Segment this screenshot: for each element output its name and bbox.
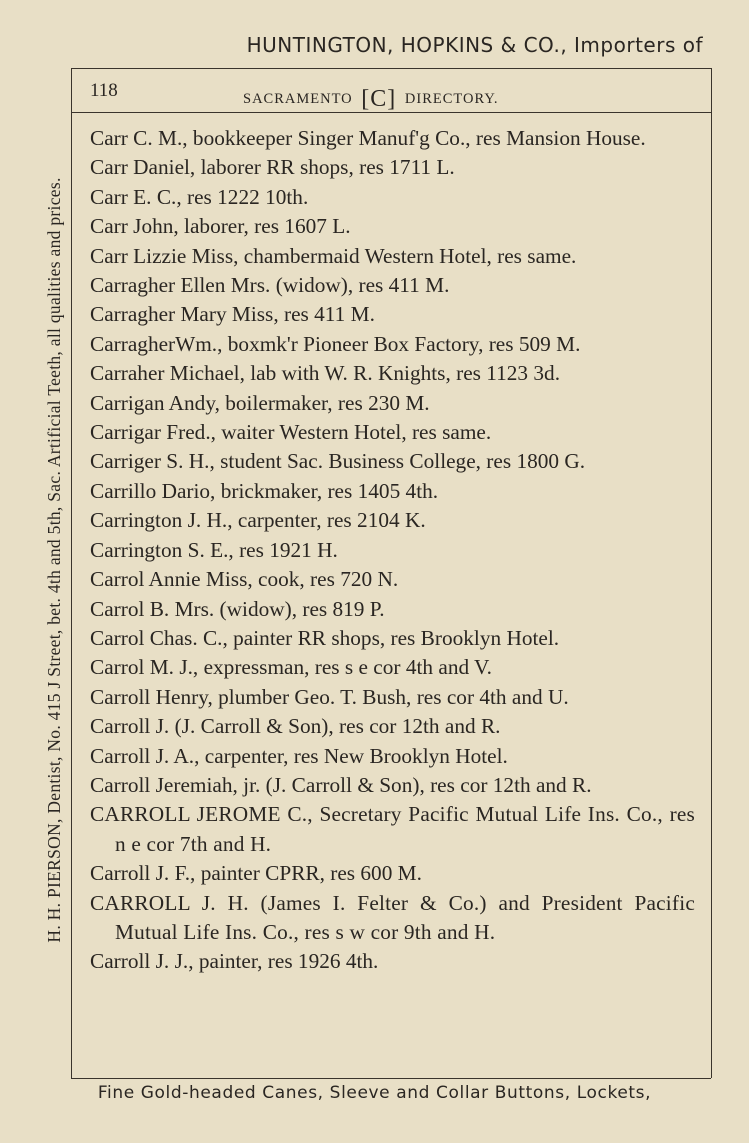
directory-entry: Carrington S. E., res 1921 H. [90, 537, 338, 562]
directory-entry: Carrol M. J., expressman, res s e cor 4th and V. [90, 655, 493, 680]
section-letter: [C] [361, 86, 397, 112]
directory-entry: Carr C. M., bookkeeper Singer Manuf'g Co., res Mansion House. [90, 126, 646, 150]
running-head [90, 78, 690, 112]
directory-entry: Carriger S. H., student Sac. Business College, res 1800 G. [90, 449, 586, 474]
directory-entry: Carr E. C., res 1222 10th. [90, 184, 309, 209]
directory-entry: Carrol Chas. C., painter RR shops, res Brooklyn Hotel. [90, 625, 560, 650]
directory-entry: Carrigar Fred., waiter Western Hotel, res same. [90, 420, 492, 445]
directory-entry: Carrillo Dario, brickmaker, res 1405 4th. [90, 478, 439, 503]
page-number: 118 [90, 80, 118, 101]
directory-entry: Carroll J. J., painter, res 1926 4th. [90, 949, 379, 974]
directory-entry: Carroll J. A., carpenter, res New Brooklyn Hotel. [90, 743, 508, 768]
directory-entry: Carrol Annie Miss, cook, res 720 N. [90, 567, 399, 592]
directory-entry: Carroll J. (J. Carroll & Son), res cor 12th and R. [90, 714, 501, 739]
directory-entry: Carr Daniel, laborer RR shops, res 1711 L. [90, 155, 455, 180]
directory-entry: Carragher Mary Miss, res 411 M. [90, 302, 375, 327]
running-head-right-word: DIRECTORY. [404, 91, 499, 107]
directory-entries [90, 124, 695, 977]
directory-entry: CARROLL J. H. (James I. Felter & Co.) and President Pacific Mutual Life Ins. Co., res s w cor 9th and H. [90, 890, 695, 944]
directory-entry: CARROLL JEROME C., Secretary Pacific Mutual Life Ins. Co., res n e cor 7th and H. [90, 802, 695, 856]
header-top-rule [71, 68, 711, 69]
directory-entry: CarragherWm., boxmk'r Pioneer Box Factory, res 509 M. [90, 331, 581, 356]
running-head-title [243, 83, 499, 110]
directory-entry: Carr Lizzie Miss, chambermaid Western Hotel, res same. [90, 243, 577, 268]
running-head-left-word: SACRAMENTO [243, 91, 353, 107]
directory-entry: Carraher Michael, lab with W. R. Knights, res 1123 3d. [90, 361, 561, 386]
footer-rule [71, 1078, 711, 1079]
directory-entry: Carrigan Andy, boilermaker, res 230 M. [90, 390, 430, 415]
directory-entry: Carroll J. F., painter CPRR, res 600 M. [90, 861, 422, 886]
directory-entry: Carragher Ellen Mrs. (widow), res 411 M. [90, 273, 450, 298]
top-advertisement: HUNTINGTON, HOPKINS & CO., Importers of [246, 33, 703, 57]
bottom-advertisement: Fine Gold-headed Canes, Sleeve and Collar Buttons, Lockets, [97, 1083, 652, 1103]
directory-entry: Carr John, laborer, res 1607 L. [90, 214, 351, 239]
directory-entry: Carroll Henry, plumber Geo. T. Bush, res cor 4th and U. [90, 684, 569, 709]
directory-entry: Carrington J. H., carpenter, res 2104 K. [90, 508, 426, 533]
side-advertisement: H. H. PIERSON, Dentist, No. 415 J Street, bet. 4th and 5th, Sac. Artificial Teeth, all qualities and prices. [44, 177, 64, 943]
directory-entry: Carroll Jeremiah, jr. (J. Carroll & Son), res cor 12th and R. [90, 772, 592, 797]
directory-entry: Carrol B. Mrs. (widow), res 819 P. [90, 596, 385, 621]
